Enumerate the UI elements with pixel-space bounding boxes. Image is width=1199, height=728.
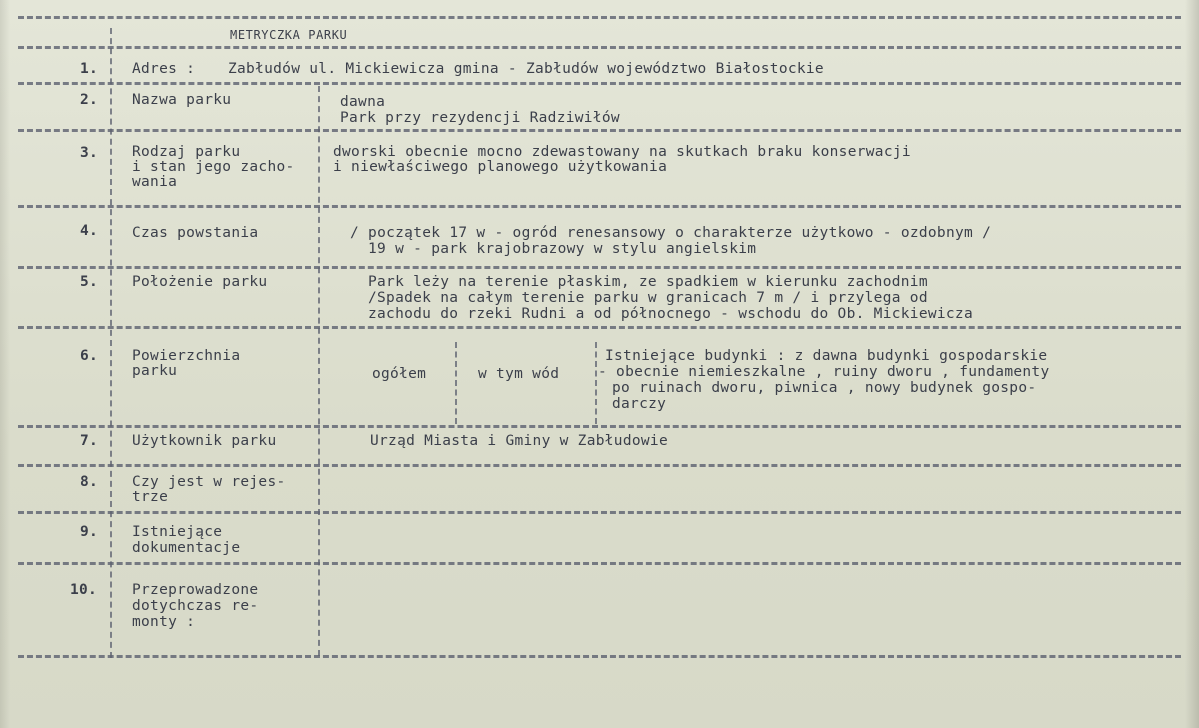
- row-7-label: Użytkownik parku: [132, 433, 277, 449]
- row-9-number: 9.: [80, 524, 99, 540]
- row-10-number: 10.: [70, 582, 98, 598]
- row-4-number: 4.: [80, 223, 99, 239]
- page-left-shadow: [0, 0, 10, 728]
- page-right-shadow: [1185, 0, 1199, 728]
- row-6-number: 6.: [80, 348, 99, 364]
- row-6-label-line-2: parku: [132, 363, 178, 379]
- row-5-label: Położenie parku: [132, 274, 268, 290]
- rule-after-row-7: [18, 464, 1181, 467]
- row-1-value: Zabłudów ul. Mickiewicza gmina - Zabłudów województwo Białostockie: [228, 61, 824, 77]
- row-8-label-line-2: trze: [132, 489, 169, 505]
- row-5-number: 5.: [80, 274, 99, 290]
- row-8-label-line-1: Czy jest w rejes-: [132, 474, 286, 490]
- row-10-label-line-1: Przeprowadzone: [132, 582, 259, 598]
- row-4-value-line-2: 19 w - park krajobrazowy w stylu angielskim: [368, 241, 757, 257]
- rule-after-row-1: [18, 82, 1181, 85]
- row-6-water-area-label: w tym wód: [478, 366, 560, 382]
- row-4-label: Czas powstania: [132, 225, 259, 241]
- row-7-value: Urząd Miasta i Gminy w Zabłudowie: [370, 433, 668, 449]
- rule-top: [18, 16, 1181, 19]
- row-3-value-line-2: i niewłaściwego planowego użytkowania: [333, 159, 668, 175]
- column-divider-number: [110, 28, 112, 658]
- rule-bottom: [18, 655, 1181, 658]
- row-3-value-line-1: dworski obecnie mocno zdewastowany na skutkach braku konserwacji: [333, 144, 911, 160]
- rule-after-title: [18, 46, 1181, 49]
- rule-after-row-6: [18, 425, 1181, 428]
- row-1-number: 1.: [80, 61, 99, 77]
- row-4-value-line-1: / początek 17 w - ogród renesansowy o charakterze użytkowo - ozdobnym /: [350, 225, 992, 241]
- row-2-number: 2.: [80, 92, 99, 108]
- row-3-number: 3.: [80, 145, 99, 161]
- column-divider-area-2: [595, 342, 597, 424]
- row-9-label-line-1: Istniejące: [132, 524, 223, 540]
- row-9-label-line-2: dokumentacje: [132, 540, 241, 556]
- row-5-value-line-1: Park leży na terenie płaskim, ze spadkiem w kierunku zachodnim: [368, 274, 928, 290]
- rule-after-row-2: [18, 129, 1181, 132]
- row-1-label: Adres :: [132, 61, 196, 77]
- row-6-value-line-4: darczy: [612, 396, 667, 412]
- row-7-number: 7.: [80, 433, 99, 449]
- row-6-value-line-1: Istniejące budynki : z dawna budynki gospodarskie: [605, 348, 1048, 364]
- row-6-value-line-3: po ruinach dworu, piwnica , nowy budynek gospo-: [612, 380, 1037, 396]
- row-6-total-area-label: ogółem: [372, 366, 427, 382]
- row-8-number: 8.: [80, 474, 99, 490]
- row-5-value-line-2: /Spadek na całym terenie parku w granicach 7 m / i przylega od: [368, 290, 928, 306]
- row-3-label-line-2: i stan jego zacho-: [132, 159, 295, 175]
- rule-after-row-3: [18, 205, 1181, 208]
- rule-after-row-5: [18, 326, 1181, 329]
- document-title: METRYCZKA PARKU: [230, 28, 348, 42]
- column-divider-area-1: [455, 342, 457, 424]
- row-10-label-line-2: dotychczas re-: [132, 598, 259, 614]
- row-5-value-line-3: zachodu do rzeki Rudni a od północnego - wschodu do Ob. Mickiewicza: [368, 306, 973, 322]
- row-3-label-line-3: wania: [132, 174, 178, 190]
- row-2-label: Nazwa parku: [132, 92, 232, 108]
- rule-after-row-9: [18, 562, 1181, 565]
- row-10-label-line-3: monty :: [132, 614, 196, 630]
- row-6-value-line-2: - obecnie niemieszkalne , ruiny dworu , fundamenty: [598, 364, 1050, 380]
- rule-after-row-8: [18, 511, 1181, 514]
- rule-after-row-4: [18, 266, 1181, 269]
- column-divider-label: [318, 86, 320, 656]
- row-2-value-line-2: Park przy rezydencji Radziwiłów: [340, 110, 620, 126]
- row-2-value-line-1: dawna: [340, 94, 386, 110]
- row-3-label-line-1: Rodzaj parku: [132, 144, 241, 160]
- row-6-label-line-1: Powierzchnia: [132, 348, 241, 364]
